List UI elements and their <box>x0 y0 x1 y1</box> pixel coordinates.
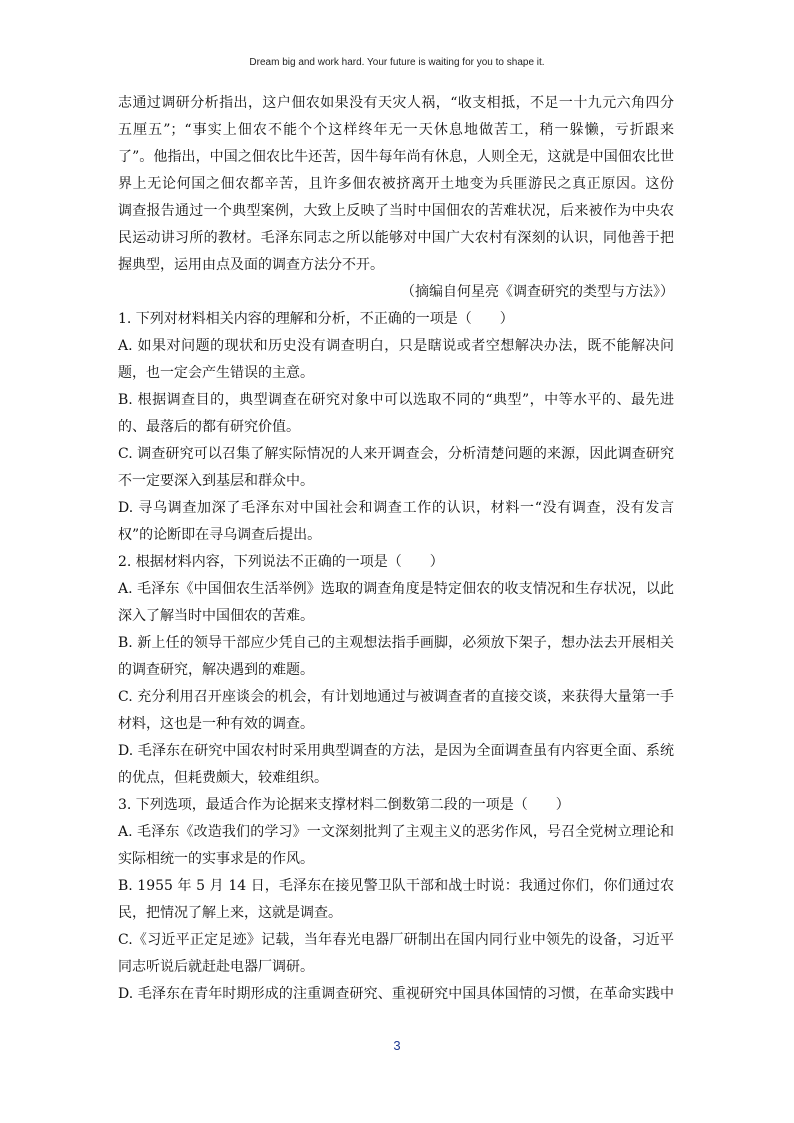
text-line: 的调查研究，解决遇到的难题。 <box>118 662 314 678</box>
text-line: 深入了解当时中国佃农的苦难。 <box>118 608 314 624</box>
text-line: A. 毛泽东《改造我们的学习》一文深刻批判了主观主义的恶劣作风，号召全党树立理论和 <box>118 824 674 840</box>
page-number: 3 <box>393 1038 401 1053</box>
text-line: 3. 下列选项，最适合作为论据来支撑材料二倒数第二段的一项是（ ） <box>118 797 570 813</box>
text-line: （摘编自何星亮《调查研究的类型与方法》） <box>401 284 674 300</box>
text-line: C.《习近平正定足迹》记载，当年春光电器厂研制出在国内同行业中领先的设备，习近平 <box>118 932 674 948</box>
text-line: 调查报告通过一个典型案例，大致上反映了当时中国佃农的苦难状况，后来被作为中央农 <box>118 203 674 219</box>
text-line: 五厘五”；“事实上佃农不能个个这样终年无一天休息地做苦工，稍一躲懒，亏折跟来 <box>118 122 674 138</box>
text-line: 权”的论断即在寻乌调查后提出。 <box>118 527 322 543</box>
text-line: B. 根据调查目的，典型调查在研究对象中可以选取不同的“典型”，中等水平的、最先进 <box>118 392 674 408</box>
text-line: 实际相统一的实事求是的作风。 <box>118 851 314 867</box>
text-line: 2. 根据材料内容，下列说法不正确的一项是（ ） <box>118 554 444 570</box>
text-line: C. 调查研究可以召集了解实际情况的人来开调查会，分析清楚问题的来源，因此调查研究 <box>118 446 674 462</box>
text-line: A. 如果对问题的现状和历史没有调查明白，只是瞎说或者空想解决办法，既不能解决问 <box>118 338 674 354</box>
text-line: 的优点，但耗费颇大，较难组织。 <box>118 770 328 786</box>
text-line: D. 毛泽东在青年时期形成的注重调查研究、重视研究中国具体国情的习惯，在革命实践中 <box>118 986 674 1002</box>
text-line: B. 新上任的领导干部应少凭自己的主观想法指手画脚，必须放下架子，想办法去开展相关 <box>118 635 674 651</box>
text-line: D. 寻乌调查加深了毛泽东对中国社会和调查工作的认识，材料一“没有调查，没有发言 <box>118 500 674 516</box>
text-line: 了”。他指出，中国之佃农比牛还苦，因牛每年尚有休息，人则全无，这就是中国佃农比世 <box>118 149 674 165</box>
page-header: Dream big and work hard. Your future is waiting for you to shape it. <box>249 57 545 68</box>
text-line: A. 毛泽东《中国佃农生活举例》选取的调查角度是特定佃农的收支情况和生存状况，以此 <box>118 581 674 597</box>
text-line: B. 1955 年 5 月 14 日，毛泽东在接见警卫队干部和战士时说：我通过你们，你们通过农 <box>118 878 674 894</box>
text-line: 题，也一定会产生错误的主意。 <box>118 365 314 381</box>
text-line: 材料，这也是一种有效的调查。 <box>118 716 314 732</box>
text-line: 1. 下列对材料相关内容的理解和分析，不正确的一项是（ ） <box>118 311 514 327</box>
text-line: C. 充分利用召开座谈会的机会，有计划地通过与被调查者的直接交谈，来获得大量第一手 <box>118 689 674 705</box>
text-line: 志通过调研分析指出，这户佃农如果没有天灾人祸，“收支相抵，不足一十九元六角四分 <box>118 95 674 111</box>
document-body <box>118 90 674 1008</box>
text-line: D. 毛泽东在研究中国农村时采用典型调查的方法，是因为全面调查虽有内容更全面、系统 <box>118 743 674 759</box>
text-line: 的、最落后的都有研究价值。 <box>118 419 300 435</box>
text-line: 界上无论何国之佃农都辛苦，且许多佃农被挤离开土地变为兵匪游民之真正原因。这份 <box>118 176 674 192</box>
text-line: 民运动讲习所的教材。毛泽东同志之所以能够对中国广大农村有深刻的认识，同他善于把 <box>118 230 674 246</box>
text-line: 不一定要深入到基层和群众中。 <box>118 473 314 489</box>
text-line: 民，把情况了解上来，这就是调查。 <box>118 905 342 921</box>
text-line: 握典型，运用由点及面的调查方法分不开。 <box>118 257 384 273</box>
text-line: 同志听说后就赶赴电器厂调研。 <box>118 959 314 975</box>
